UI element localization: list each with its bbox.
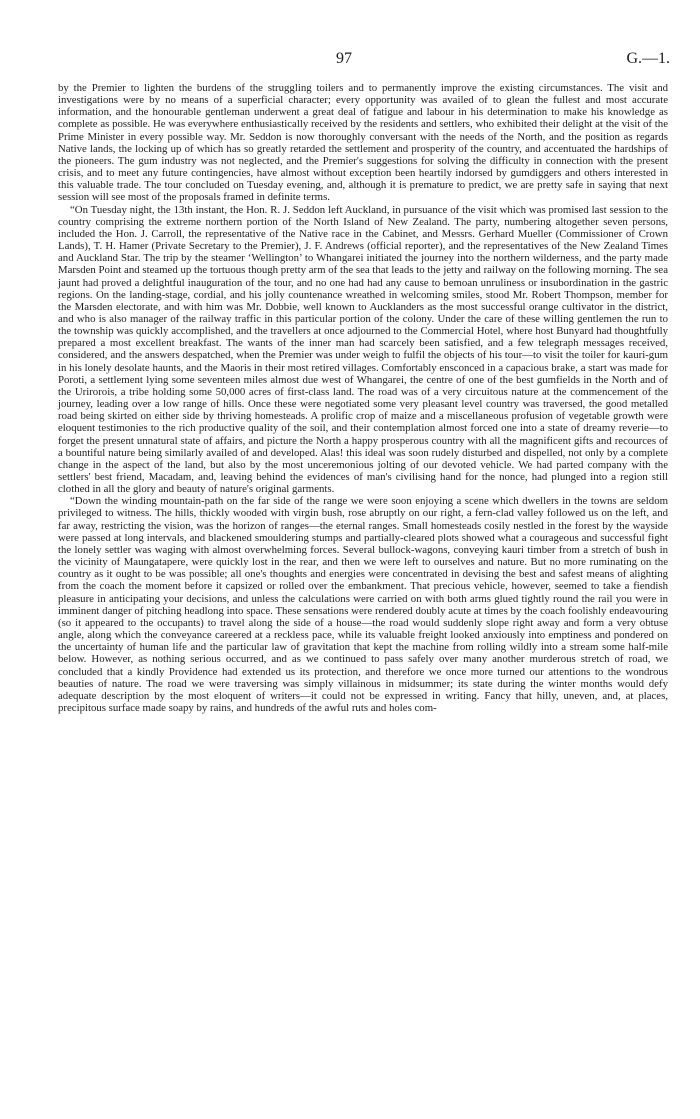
paragraph-journey-start: “On Tuesday night, the 13th instant, the Hon. R. J. Seddon left Auckland, in pursuance of the visit which was promised last session to the country comprising the extreme northern portion of the North Island of New Zealand. The party, numbering altogether seven persons, included the Hon. J. Carroll, the representative of the Native race in the Cabinet, and Messrs. Gerhard Mueller (Commissioner of Crown Lands), T. H. Hamer (Private Secretary to the Premier), J. F. Andrews (official reporter), and the representatives of the New Zealand Times and Auckland Star. The trip by the steamer ‘Wellington’ to Whangarei initiated the journey into the northern wilderness, and the party made Marsden Point and steamed up the tortuous though pretty arm of the sea that leads to the jetty and railway on the following morning. The sea jaunt had proved a delightful inauguration of the tour, and no one had had any cause to bemoan unruliness or insubordination in the gastric regions. On the landing-stage, cordial, and his jolly countenance wreathed in welcoming smiles, stood Mr. Robert Thompson, member for the Marsden electorate, and with him was Mr. Dobbie, well known to Aucklanders as the most successful orange cultivator in the district, and who is also manager of the railway traffic in this particular portion of the colony. Under the care of these willing gentlemen the run to the township was quickly accomplished, and the travellers at once adjourned to the Commercial Hotel, where host Bunyard had thoughtfully prepared a most excellent breakfast. The wants of the inner man had scarcely been satisfied, and a few telegraph messages received, considered, and the answers despatched, when the Premier was under weigh to fulfil the objects of his tour—to visit the toiler for kauri-gum in his lonely desolate haunts, and the Maoris in their most retired villages. Comfortably ensconced in a capacious brake, a start was made for Poroti, a settlement lying some seventeen miles almost due west of Whangarei, the centre of one of the best gumfields in the North and of the Urirorois, a tribe holding some 50,000 acres of first-class land. The road was of a very circuitous nature at the commencement of the journey, leading over a low range of hills. Once these were negotiated some very pleasant level country was traversed, the good metalled road being skirted on either side by thriving homesteads. A prolific crop of maize and a miscellaneous profusion of vegetable growth were eloquent testimonies to the rich productive quality of the soil, and their contemplation almost forced one into a state of dreamy reverie—to forget the present unnatural state of affairs, and picture the North a happy prosperous country with all the magnificent gifts and recources of a bountiful nature being similarly availed of and developed. Alas! this ideal was soon rudely disturbed and dispelled, not only by a complete change in the aspect of the land, but also by the most unceremonious jolting of our devoted vehicle. We had parted company with the settlers' best friend, Macadam, and, leaving behind the evidences of man's civilising hand for the nonce, had plunged into a region still clothed in all the glory and beauty of nature's original garments. bbox=[58, 203, 668, 496]
paragraph-mountain-path: “Down the winding mountain-path on the far side of the range we were soon enjoying a scene which dwellers in the towns are seldom privileged to witness. The hills, thickly wooded with virgin bush, rose abruptly on our right, a fern-clad valley followed us on the left, and far away, restricting the vision, was the horizon of ranges—the eternal ranges. Small homesteads cosily nestled in the forest by the wayside were passed at long intervals, and blackened smouldering stumps and partially-cleared plots showed what a courageous and successful fight the lonely settler was waging with almost overwhelming forces. Several bullock-wagons, conveying kauri timber from a stretch of bush in the vicinity of Maungatapere, were quickly lost in the rear, and then we were left to ourselves and nature. But no more ruminating on the country as it ought to be was possible; all one's thoughts and energies were concentrated in devising the best and safest means of alighting from the coach the moment before it capsized or rolled over the embankment. That precious vehicle, however, seemed to take a fiendish pleasure in anticipating your decisions, and unless the calculations were carried on with both arms glued tightly round the rail you were in imminent danger of pitching headlong into space. These sensations were rendered doubly acute at times by the coach foolishly endeavouring (so it appeared to the occupants) to travel along the side of a house—the road would suddenly slope right away and form a very obtuse angle, along which the conveyance careered at a reckless pace, while its valuable freight looked anxiously into emptiness and pondered on the uncertainty of human life and the particular law of gravitation that kept the machine from rolling wildly into a stream some half-mile below. However, as nothing serious occurred, and as we continued to pass safely over many another murderous stretch of road, we concluded that a kindly Providence had extended us its protection, and therefore we once more turned our attentions to the wondrous beauties of nature. The road we were traversing was simply villainous in midsummer; its state during the winter months would defy adequate description by the most eloquent of writers—it could not be expressed in writing. Fancy that hilly, uneven, and, at places, precipitous surface made soapy by rains, and hundreds of the awful ruts and holes com- bbox=[58, 495, 668, 714]
paragraph-continuation: by the Premier to lighten the burdens of the struggling toilers and to permanently improve the existing circumstances. The visit and investigations were by no means of a superficial character; every opportunity was availed of to glean the fullest and most accurate information, and the honourable gentleman underwent a great deal of fatigue and labour in his determination to make his knowledge as complete as possible. He was everywhere enthusiastically received by the residents and settlers, who exhibited their delight at the visit of the Prime Minister in every possible way. Mr. Seddon is now thoroughly conversant with the needs of the North, and the position as regards Native lands, the locking up of which has so greatly retarded the settlement and prosperity of the country, and accentuated the hardships of the pioneers. The gum industry was not neglected, and the Premier's suggestions for solving the difficulty in connection with the present crisis, and to meet any future contingencies, have almost without exception been heartily indorsed by gumdiggers and others interested in this valuable trade. The tour concluded on Tuesday evening, and, although it is premature to predict, we are pretty safe in saying that next session will see most of the proposals framed in definite terms. bbox=[58, 82, 668, 204]
sessional-paper-reference: G.—1. bbox=[626, 50, 670, 67]
body-text bbox=[58, 82, 668, 714]
page-number: 97 bbox=[336, 50, 352, 67]
